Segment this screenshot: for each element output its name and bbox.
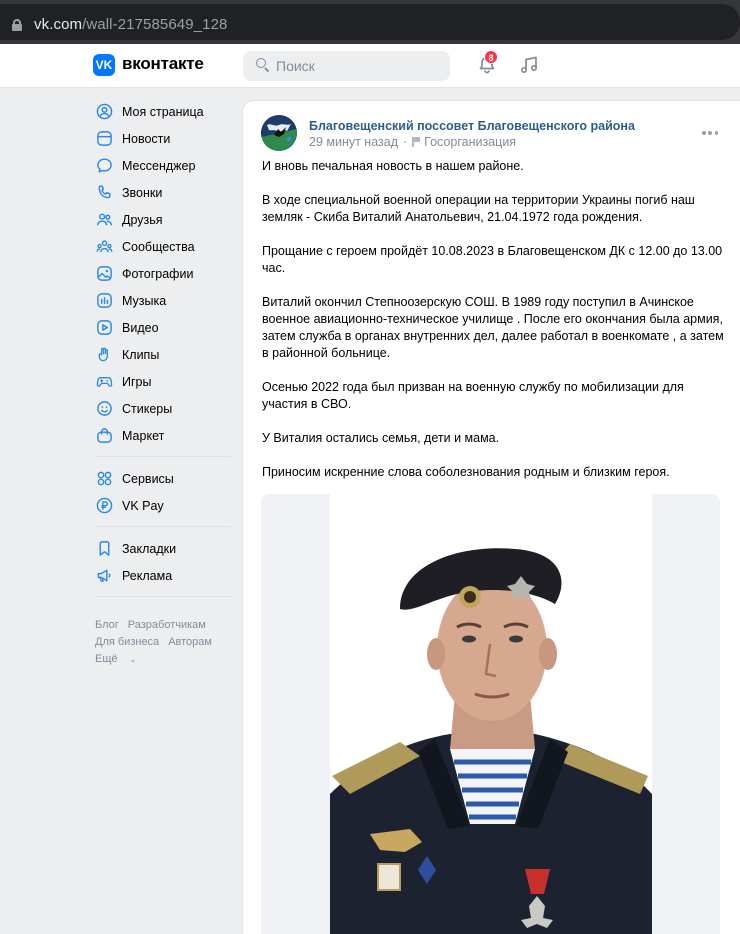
search-icon xyxy=(256,58,270,72)
portrait-photo[interactable] xyxy=(330,494,652,934)
music-icon xyxy=(95,292,113,310)
sidebar-item-label: Друзья xyxy=(122,212,163,227)
sidebar-item-stickers[interactable] xyxy=(93,395,233,422)
sidebar-item-vkpay[interactable] xyxy=(93,492,233,519)
footer-link-authors[interactable]: Авторам xyxy=(168,636,212,648)
browser-address-bar xyxy=(0,0,740,44)
post-paragraph: Приносим искренние слова соболезнования родным и близким героя. xyxy=(262,465,670,479)
sidebar-item-label: Реклама xyxy=(122,568,173,583)
sidebar-item-music[interactable] xyxy=(93,287,233,314)
sidebar-item-label: Стикеры xyxy=(122,401,173,416)
left-sidebar xyxy=(93,98,233,605)
video-icon xyxy=(95,319,113,337)
post-paragraph: У Виталия остались семья, дети и мама. xyxy=(262,431,500,445)
friends-icon xyxy=(95,211,113,229)
vk-brand-name[interactable]: вконтакте xyxy=(122,54,204,73)
communities-icon xyxy=(95,238,113,256)
sidebar-item-label: Новости xyxy=(122,131,171,146)
post-author-link[interactable]: Благовещенский поссовет Благовещенского района xyxy=(309,119,635,133)
phone-icon xyxy=(95,184,113,202)
sidebar-divider xyxy=(95,596,231,597)
more-options-icon[interactable] xyxy=(702,131,718,135)
url-text[interactable]: vk.com/wall-217585649_128 xyxy=(34,16,228,33)
search-placeholder: Поиск xyxy=(276,58,315,74)
sidebar-divider xyxy=(95,456,231,457)
sidebar-item-photos[interactable] xyxy=(93,260,233,287)
sidebar-item-label: Мессенджер xyxy=(122,158,196,173)
clips-icon xyxy=(95,346,113,364)
sidebar-item-friends[interactable] xyxy=(93,206,233,233)
sidebar-item-label: Сервисы xyxy=(122,471,174,486)
footer-link-developers[interactable]: Разработчикам xyxy=(127,619,206,631)
sidebar-item-label: Фотографии xyxy=(122,266,194,281)
sidebar-item-clips[interactable] xyxy=(93,341,233,368)
sidebar-item-label: Закладки xyxy=(122,541,177,556)
post-paragraph: Прощание с героем пройдёт 10.08.2023 в Благовещенском ДК с 12.00 до 13.00 час. xyxy=(262,244,723,275)
message-icon xyxy=(95,157,113,175)
market-icon xyxy=(95,427,113,445)
footer-link-business[interactable]: Для бизнеса xyxy=(95,636,160,648)
vkpay-icon xyxy=(95,497,113,515)
sidebar-item-services[interactable] xyxy=(93,465,233,492)
post-paragraph: В ходе специальной военной операции на территории Украины погиб наш земляк - Скиба Виталий Анатольевич, 21.04.1972 года рождения. xyxy=(262,193,695,224)
sidebar-item-messenger[interactable] xyxy=(93,152,233,179)
sidebar-item-label: Сообщества xyxy=(122,239,195,254)
sidebar-item-label: Видео xyxy=(122,320,159,335)
footer-link-more[interactable]: Ещё ⌄ xyxy=(95,653,137,665)
sidebar-item-label: Клипы xyxy=(122,347,160,362)
post-text xyxy=(262,158,726,498)
lock-icon[interactable] xyxy=(12,19,22,31)
sidebar-footer xyxy=(95,617,245,668)
bookmark-icon xyxy=(95,540,113,558)
community-avatar[interactable] xyxy=(261,115,297,151)
sidebar-item-label: Моя страница xyxy=(122,104,204,119)
footer-link-blog[interactable]: Блог xyxy=(95,619,119,631)
news-icon xyxy=(95,130,113,148)
photo-icon xyxy=(95,265,113,283)
chevron-down-icon: ⌄ xyxy=(129,655,137,664)
post-paragraph: Виталий окончил Степноозерскую СОШ. В 1989 году поступил в Ачинское военное авиационно-техническое училище . После его окончания была армия, затем служба в органах внутренних дел, далее работал в военкомате , а затем в районной больнице. xyxy=(262,295,724,360)
sidebar-item-communities[interactable] xyxy=(93,233,233,260)
search-input[interactable] xyxy=(243,51,450,81)
flag-icon xyxy=(412,137,420,147)
sidebar-item-bookmarks[interactable] xyxy=(93,535,233,562)
sidebar-item-label: VK Pay xyxy=(122,498,164,513)
games-icon xyxy=(95,373,113,391)
services-icon xyxy=(95,470,113,488)
sidebar-item-market[interactable] xyxy=(93,422,233,449)
sidebar-item-label: Маркет xyxy=(122,428,165,443)
notifications-badge: 8 xyxy=(484,50,498,64)
music-icon[interactable] xyxy=(519,55,539,75)
sidebar-item-label: Игры xyxy=(122,374,152,389)
stickers-icon xyxy=(95,400,113,418)
user-icon xyxy=(95,103,113,121)
sidebar-item-label: Музыка xyxy=(122,293,167,308)
org-type-label: Госорганизация xyxy=(424,135,517,149)
sidebar-item-ads[interactable] xyxy=(93,562,233,589)
ads-icon xyxy=(95,567,113,585)
sidebar-item-news[interactable] xyxy=(93,125,233,152)
sidebar-item-label: Звонки xyxy=(122,185,163,200)
post-paragraph: Осенью 2022 года был призван на военную службу по мобилизации для участия в СВО. xyxy=(262,380,684,411)
sidebar-item-video[interactable] xyxy=(93,314,233,341)
post-photo-container[interactable] xyxy=(261,494,720,934)
post-time[interactable]: 29 минут назад xyxy=(309,135,398,149)
sidebar-divider xyxy=(95,526,231,527)
url-field[interactable] xyxy=(0,4,740,40)
vk-logo-icon[interactable]: VK xyxy=(93,54,115,76)
meta-separator: · xyxy=(403,135,408,149)
post-meta xyxy=(309,135,516,149)
sidebar-item-calls[interactable] xyxy=(93,179,233,206)
post-paragraph: И вновь печальная новость в нашем районе. xyxy=(262,159,524,173)
sidebar-item-my-page[interactable] xyxy=(93,98,233,125)
sidebar-item-games[interactable] xyxy=(93,368,233,395)
